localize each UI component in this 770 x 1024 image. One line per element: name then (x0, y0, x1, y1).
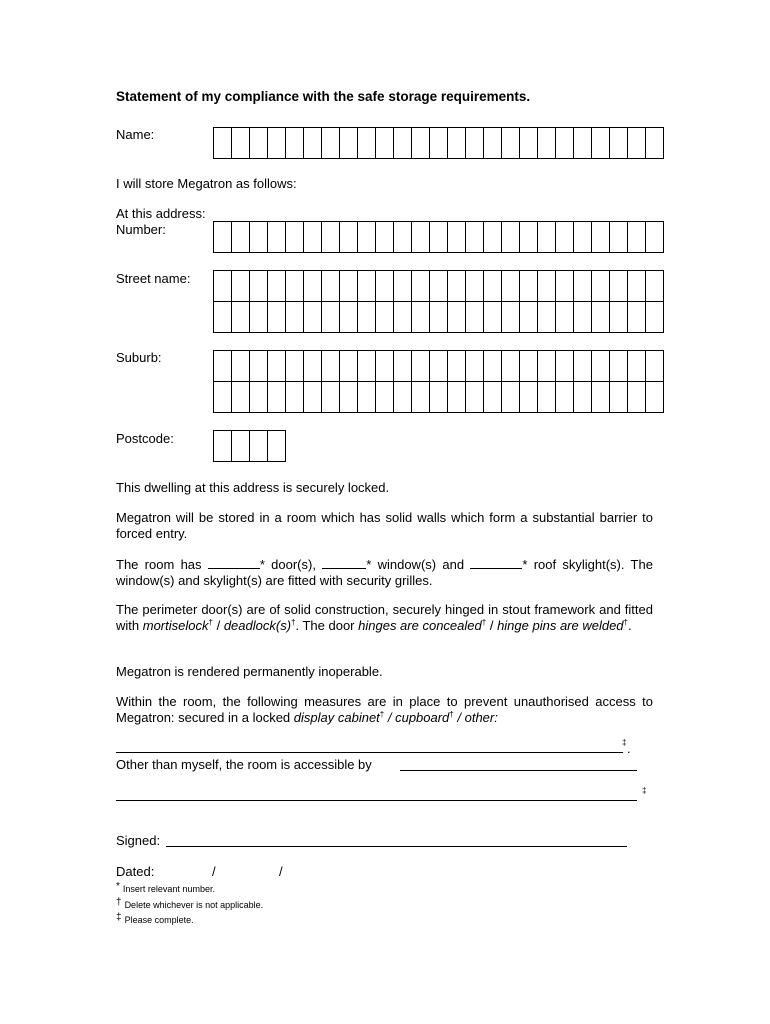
character-box[interactable] (268, 382, 286, 413)
date-separator: / (212, 864, 216, 879)
character-box[interactable] (610, 271, 628, 302)
character-box[interactable] (376, 302, 394, 333)
stored-paragraph: Megatron will be stored in a room which has solid walls which form a substantial barrier to forced entry. (116, 510, 653, 541)
slash: / (489, 618, 494, 633)
within-text: Within the room, the following measures are in place to prevent unauthorised access to Megatron: secured in a locked (116, 694, 653, 725)
character-box[interactable] (538, 128, 556, 159)
double-dagger-mark: ‡ (642, 786, 647, 795)
deadlock-option[interactable]: deadlock(s) (223, 618, 292, 633)
character-box[interactable] (484, 302, 502, 333)
page-title: Statement of my compliance with the safe storage requirements. (116, 89, 531, 104)
character-box[interactable] (556, 302, 574, 333)
street-label: Street name: (116, 271, 191, 286)
character-box[interactable] (304, 222, 322, 253)
character-box[interactable] (538, 302, 556, 333)
slash: / (216, 618, 221, 633)
character-box[interactable] (214, 382, 232, 413)
character-box[interactable] (394, 351, 412, 382)
character-box[interactable] (484, 351, 502, 382)
character-box[interactable] (610, 351, 628, 382)
other-measures-line[interactable] (116, 752, 623, 753)
character-box[interactable] (322, 271, 340, 302)
double-dagger-mark: ‡ (116, 912, 122, 923)
character-box[interactable] (448, 222, 466, 253)
character-box[interactable] (214, 302, 232, 333)
character-box[interactable] (268, 302, 286, 333)
character-box[interactable] (376, 382, 394, 413)
dagger-mark: † (208, 618, 213, 627)
character-box[interactable] (448, 271, 466, 302)
character-box[interactable] (214, 351, 232, 382)
display-cabinet-option[interactable]: display cabinet (293, 710, 380, 725)
character-box[interactable] (610, 302, 628, 333)
character-box[interactable] (592, 382, 610, 413)
character-box[interactable] (448, 351, 466, 382)
within-paragraph (116, 694, 653, 726)
character-box[interactable] (232, 302, 250, 333)
character-box[interactable] (250, 128, 268, 159)
character-box[interactable] (466, 351, 484, 382)
character-box[interactable] (250, 382, 268, 413)
signature-line[interactable] (166, 846, 627, 847)
character-box[interactable] (646, 128, 664, 159)
inoperable-paragraph: Megatron is rendered permanently inoperable. (116, 664, 383, 679)
character-box[interactable] (538, 382, 556, 413)
character-box[interactable] (484, 382, 502, 413)
hinge-pins-welded-option[interactable]: hinge pins are welded (497, 618, 624, 633)
character-box[interactable] (538, 271, 556, 302)
character-box[interactable] (376, 222, 394, 253)
character-box[interactable] (610, 128, 628, 159)
dagger-mark: † (481, 618, 487, 627)
character-box[interactable] (448, 302, 466, 333)
character-box[interactable] (304, 302, 322, 333)
character-box[interactable] (610, 222, 628, 253)
dated-label: Dated: (116, 864, 155, 879)
character-box[interactable] (484, 222, 502, 253)
footnote-text: Please complete. (124, 915, 194, 925)
character-box[interactable] (520, 271, 538, 302)
character-box[interactable] (322, 222, 340, 253)
period-mark: . (627, 741, 631, 756)
character-box[interactable] (232, 351, 250, 382)
character-box[interactable] (250, 222, 268, 253)
character-box[interactable] (412, 302, 430, 333)
character-box[interactable] (322, 128, 340, 159)
character-box[interactable] (232, 222, 250, 253)
date-separator: / (279, 864, 283, 879)
character-box[interactable] (484, 128, 502, 159)
windows-count-blank[interactable] (322, 556, 366, 569)
character-box[interactable] (466, 271, 484, 302)
footnote-double-dagger (116, 912, 194, 926)
character-box[interactable] (322, 382, 340, 413)
character-box[interactable] (250, 302, 268, 333)
character-box[interactable] (268, 351, 286, 382)
mortiselock-option[interactable]: mortiselock (142, 618, 209, 633)
character-box[interactable] (286, 128, 304, 159)
character-box[interactable] (520, 382, 538, 413)
suburb-label: Suburb: (116, 350, 162, 365)
character-box[interactable] (394, 271, 412, 302)
room-has-text: The room has (116, 557, 202, 572)
character-box[interactable] (358, 351, 376, 382)
character-box[interactable] (646, 222, 664, 253)
character-box[interactable] (646, 302, 664, 333)
character-box[interactable] (340, 222, 358, 253)
name-field[interactable] (213, 127, 664, 159)
character-box[interactable] (574, 128, 592, 159)
character-box[interactable] (556, 351, 574, 382)
character-box[interactable] (232, 271, 250, 302)
skylights-count-blank[interactable] (470, 556, 522, 569)
character-box[interactable] (304, 128, 322, 159)
character-box[interactable] (556, 222, 574, 253)
dagger-mark: † (449, 710, 454, 719)
perimeter-paragraph (116, 602, 653, 634)
character-box[interactable] (376, 128, 394, 159)
at-address-label: At this address: (116, 206, 206, 221)
character-box[interactable] (592, 351, 610, 382)
character-box[interactable] (592, 271, 610, 302)
character-box[interactable] (466, 128, 484, 159)
perimeter-text: The perimeter door(s) are of solid construction, securely hinged in stout framework and fitted with (116, 602, 653, 633)
character-box[interactable] (538, 222, 556, 253)
character-box[interactable] (574, 302, 592, 333)
character-box[interactable] (430, 271, 448, 302)
character-box[interactable] (502, 382, 520, 413)
dagger-mark: † (623, 618, 628, 627)
character-box[interactable] (520, 351, 538, 382)
character-box[interactable] (556, 128, 574, 159)
period: . (628, 618, 632, 633)
hinges-concealed-option[interactable]: hinges are concealed (358, 618, 482, 633)
accessible-by-label: Other than myself, the room is accessible by (116, 757, 372, 772)
dagger-mark: † (116, 897, 122, 908)
character-box[interactable] (358, 128, 376, 159)
character-box[interactable] (430, 382, 448, 413)
character-box[interactable] (268, 271, 286, 302)
postcode-field[interactable] (213, 430, 286, 462)
character-box[interactable] (394, 382, 412, 413)
character-box[interactable] (232, 382, 250, 413)
double-dagger-mark: ‡ (622, 738, 627, 747)
character-box[interactable] (214, 431, 232, 462)
number-field[interactable] (213, 221, 664, 253)
character-box[interactable] (412, 271, 430, 302)
character-box[interactable] (466, 222, 484, 253)
character-box[interactable] (214, 128, 232, 159)
character-box[interactable] (448, 382, 466, 413)
footnote-star (116, 881, 215, 895)
character-box[interactable] (448, 128, 466, 159)
character-box[interactable] (232, 431, 250, 462)
character-box[interactable] (340, 382, 358, 413)
character-box[interactable] (466, 382, 484, 413)
character-box[interactable] (412, 382, 430, 413)
character-box[interactable] (430, 128, 448, 159)
character-box[interactable] (358, 382, 376, 413)
character-box[interactable] (574, 222, 592, 253)
character-box[interactable] (628, 128, 646, 159)
suburb-field[interactable] (213, 350, 664, 413)
character-box[interactable] (250, 271, 268, 302)
character-box[interactable] (556, 382, 574, 413)
doors-text: * door(s), (259, 557, 316, 572)
cupboard-option[interactable]: / cupboard (387, 710, 450, 725)
street-field[interactable] (213, 270, 664, 333)
character-box[interactable] (502, 271, 520, 302)
character-box[interactable] (502, 222, 520, 253)
footnote-text: Insert relevant number. (122, 884, 215, 894)
character-box[interactable] (556, 271, 574, 302)
postcode-label: Postcode: (116, 431, 174, 446)
character-box[interactable] (358, 271, 376, 302)
character-box[interactable] (520, 128, 538, 159)
character-box[interactable] (394, 128, 412, 159)
character-box[interactable] (574, 271, 592, 302)
grilles-text: The window(s) and skylight(s) are fitted with security grilles. (116, 557, 653, 588)
character-box[interactable] (412, 351, 430, 382)
character-box[interactable] (232, 128, 250, 159)
character-box[interactable] (430, 351, 448, 382)
store-intro: I will store Megatron as follows: (116, 176, 297, 191)
character-box[interactable] (628, 222, 646, 253)
character-box[interactable] (304, 351, 322, 382)
character-box[interactable] (268, 222, 286, 253)
character-box[interactable] (250, 431, 268, 462)
character-box[interactable] (520, 222, 538, 253)
character-box[interactable] (286, 302, 304, 333)
character-box[interactable] (286, 382, 304, 413)
character-box[interactable] (628, 302, 646, 333)
character-box[interactable] (646, 271, 664, 302)
character-box[interactable] (646, 351, 664, 382)
character-box[interactable] (340, 351, 358, 382)
character-box[interactable] (592, 222, 610, 253)
dagger-mark: † (379, 710, 385, 719)
character-box[interactable] (412, 128, 430, 159)
character-box[interactable] (592, 302, 610, 333)
accessible-by-line[interactable] (400, 770, 637, 771)
character-box[interactable] (304, 382, 322, 413)
character-box[interactable] (358, 222, 376, 253)
character-box[interactable] (268, 128, 286, 159)
character-box[interactable] (340, 128, 358, 159)
room-has-paragraph (116, 556, 653, 589)
character-box[interactable] (376, 351, 394, 382)
name-label: Name: (116, 127, 155, 142)
character-box[interactable] (628, 351, 646, 382)
character-box[interactable] (322, 351, 340, 382)
character-box[interactable] (646, 382, 664, 413)
character-box[interactable] (484, 271, 502, 302)
character-box[interactable] (340, 302, 358, 333)
character-box[interactable] (520, 302, 538, 333)
character-box[interactable] (286, 351, 304, 382)
character-box[interactable] (250, 351, 268, 382)
character-box[interactable] (430, 302, 448, 333)
character-box[interactable] (412, 222, 430, 253)
character-box[interactable] (358, 302, 376, 333)
other-option[interactable]: / other: (457, 710, 498, 725)
character-box[interactable] (574, 351, 592, 382)
character-box[interactable] (340, 271, 358, 302)
character-box[interactable] (502, 302, 520, 333)
windows-text: * window(s) and (366, 557, 465, 572)
skylights-text: * roof skylight(s). (522, 557, 625, 572)
star-mark: * (116, 881, 120, 892)
character-box[interactable] (322, 302, 340, 333)
character-box[interactable] (538, 351, 556, 382)
dagger-mark: † (291, 618, 296, 627)
character-box[interactable] (592, 128, 610, 159)
footnote-dagger (116, 897, 263, 911)
character-box[interactable] (502, 128, 520, 159)
character-box[interactable] (628, 382, 646, 413)
character-box[interactable] (628, 271, 646, 302)
character-box[interactable] (466, 302, 484, 333)
character-box[interactable] (574, 382, 592, 413)
character-box[interactable] (610, 382, 628, 413)
character-box[interactable] (394, 222, 412, 253)
doors-count-blank[interactable] (208, 556, 260, 569)
character-box[interactable] (394, 302, 412, 333)
character-box[interactable] (304, 271, 322, 302)
character-box[interactable] (502, 351, 520, 382)
character-box[interactable] (214, 271, 232, 302)
footnote-text: Delete whichever is not applicable. (124, 900, 264, 910)
signed-label: Signed: (116, 833, 161, 848)
number-label: Number: (116, 222, 166, 237)
perimeter-text-2: . The door (295, 618, 355, 633)
character-box[interactable] (286, 222, 304, 253)
character-box[interactable] (214, 222, 232, 253)
character-box[interactable] (430, 222, 448, 253)
character-box[interactable] (286, 271, 304, 302)
locked-paragraph: This dwelling at this address is securely locked. (116, 480, 390, 495)
accessible-by-continued-line[interactable] (116, 800, 637, 801)
character-box[interactable] (376, 271, 394, 302)
character-box[interactable] (268, 431, 286, 462)
